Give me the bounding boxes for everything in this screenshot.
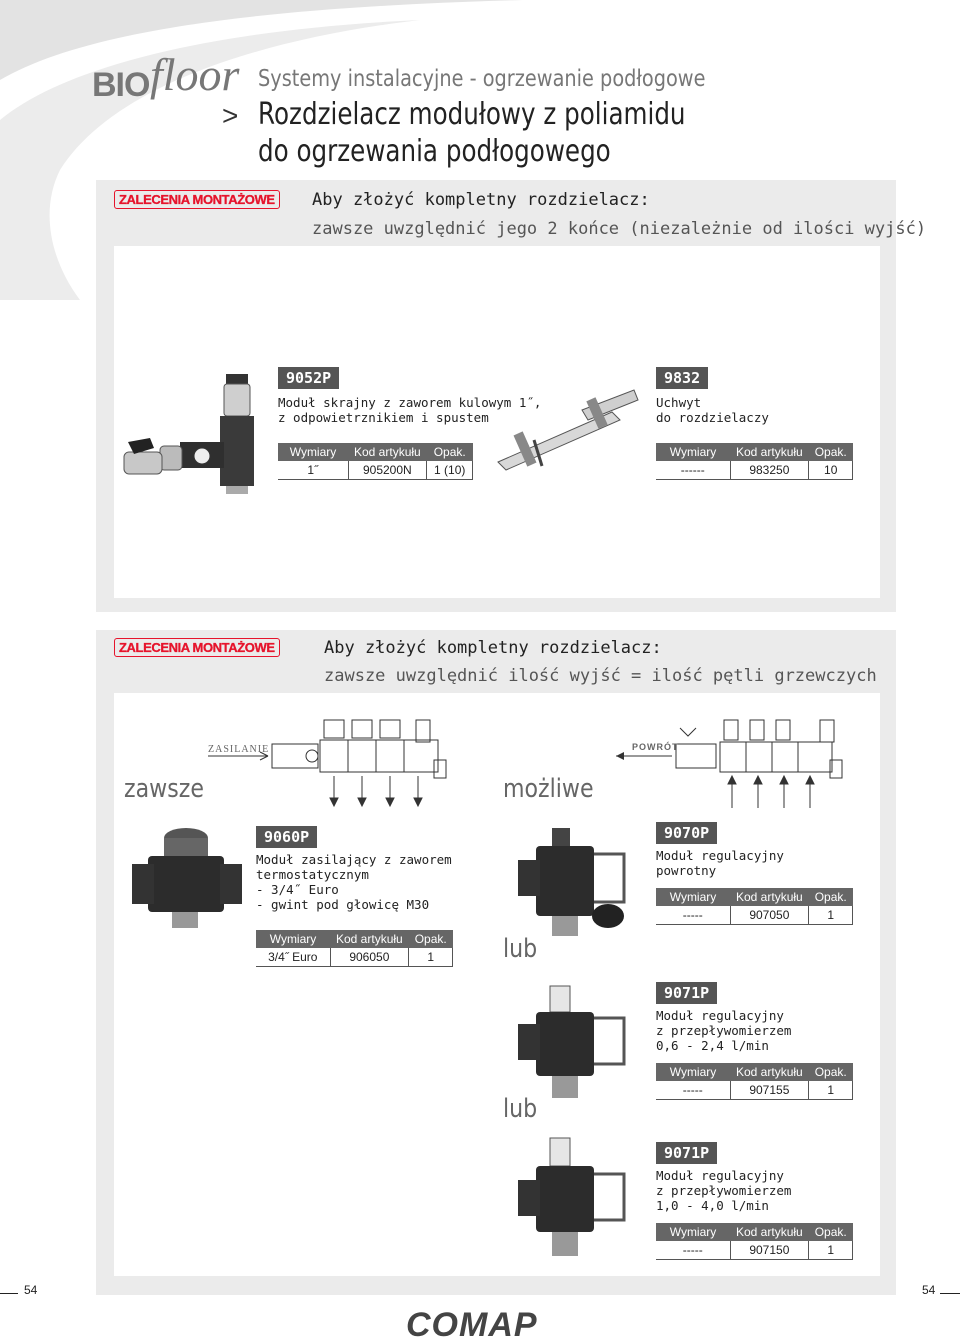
table-row <box>256 948 453 967</box>
product-desc: Moduł zasilający z zaworem <box>256 852 452 867</box>
col-header-dim: Wymiary <box>656 888 730 906</box>
table-row <box>656 461 853 480</box>
product-9071P-b <box>656 1142 853 1260</box>
col-header-dim: Wymiary <box>278 443 348 461</box>
col-header-code: Kod artykułu <box>730 1223 809 1241</box>
table-row <box>278 461 473 480</box>
cell-dim: ----- <box>656 906 730 925</box>
product-code-9832: 9832 <box>656 367 708 389</box>
col-header-code: Kod artykułu <box>730 443 809 461</box>
product-desc: 0,6 - 2,4 l/min <box>656 1038 769 1053</box>
page-title-line2: do ogrzewania podłogowego <box>258 134 611 169</box>
spec-table-9052P <box>278 443 473 480</box>
label-powrot: POWRÓT <box>632 742 679 752</box>
logo-floor: floor <box>150 49 240 100</box>
cell-code: 983250 <box>730 461 809 480</box>
col-header-dim: Wymiary <box>656 1223 730 1241</box>
product-desc: z odpowietrznikiem i spustem <box>278 410 489 425</box>
module-9052P-image <box>120 368 270 498</box>
page-number-left-rule <box>0 1293 18 1294</box>
product-desc: Moduł regulacyjny <box>656 1168 784 1183</box>
module-9071P-flow-image <box>512 984 634 1104</box>
product-desc: Moduł regulacyjny <box>656 1008 784 1023</box>
product-code-9052P: 9052P <box>278 367 339 389</box>
col-header-pack: Opak. <box>809 443 853 461</box>
table-row <box>656 1241 853 1260</box>
product-code-9070P: 9070P <box>656 822 717 844</box>
product-desc: Uchwyt <box>656 395 702 410</box>
header-subtitle: Systemy instalacyjne - ogrzewanie podłogowe <box>258 66 706 92</box>
header-arrow: > <box>222 100 239 131</box>
product-desc: z przepływomierzem <box>656 1183 792 1198</box>
table-row <box>656 906 853 925</box>
cell-pack: 1 <box>409 948 453 967</box>
bracket-9832-image <box>492 370 642 482</box>
col-header-code: Kod artykułu <box>730 1063 809 1081</box>
cell-dim: ----- <box>656 1081 730 1100</box>
product-desc: do rozdzielaczy <box>656 410 769 425</box>
spec-table-9071P-a <box>656 1063 853 1100</box>
comap-logo: COMAP <box>406 1306 538 1341</box>
product-desc: - 3/4˝ Euro <box>256 882 339 897</box>
cell-code: 905200N <box>348 461 427 480</box>
col-header-code: Kod artykułu <box>730 888 809 906</box>
cell-pack: 1 (10) <box>427 461 473 480</box>
cell-code: 906050 <box>330 948 409 967</box>
word-lub-1: lub <box>503 934 538 964</box>
product-desc: - gwint pod głowicę M30 <box>256 897 430 912</box>
cell-code: 907155 <box>730 1081 809 1100</box>
product-desc: Moduł skrajny z zaworem kulowym 1˝, <box>278 395 542 410</box>
product-9071P-a <box>656 982 853 1100</box>
product-code-9071P: 9071P <box>656 1142 717 1164</box>
table-row <box>656 1081 853 1100</box>
page-number-right-rule <box>940 1293 960 1294</box>
section1-line1: Aby złożyć kompletny rozdzielacz: <box>312 190 650 210</box>
product-desc: Moduł regulacyjny <box>656 848 784 863</box>
product-9832 <box>656 367 853 480</box>
cell-pack: 1 <box>809 906 853 925</box>
logo-bio: BIO <box>92 66 150 104</box>
product-code-9060P: 9060P <box>256 826 317 848</box>
cell-code: 907050 <box>730 906 809 925</box>
col-header-dim: Wymiary <box>656 443 730 461</box>
manifold-return-diagram <box>616 714 856 814</box>
product-9070P <box>656 822 853 925</box>
manifold-supply-diagram <box>208 714 458 814</box>
section2-line1: Aby złożyć kompletny rozdzielacz: <box>324 638 662 658</box>
cell-pack: 1 <box>809 1241 853 1260</box>
product-desc: z przepływomierzem <box>656 1023 792 1038</box>
col-header-pack: Opak. <box>409 930 453 948</box>
spec-table-9060P <box>256 930 453 967</box>
spec-table-9070P <box>656 888 853 925</box>
col-header-pack: Opak. <box>427 443 473 461</box>
page-title-line1: Rozdzielacz modułowy z poliamidu <box>258 97 686 132</box>
product-desc: 1,0 - 4,0 l/min <box>656 1198 769 1213</box>
col-header-code: Kod artykułu <box>348 443 427 461</box>
cell-dim: 3/4˝ Euro <box>256 948 330 967</box>
module-9070P-image <box>512 824 634 944</box>
spec-table-9071P-b <box>656 1223 853 1260</box>
section2-line2: zawsze uwzględnić ilość wyjść = ilość pętli grzewczych <box>324 666 877 686</box>
cell-dim: ----- <box>656 1241 730 1260</box>
spec-table-9832 <box>656 443 853 480</box>
col-header-dim: Wymiary <box>256 930 330 948</box>
section2-badge: ZALECENIA MONTAŻOWE <box>114 638 280 657</box>
cell-pack: 1 <box>809 1081 853 1100</box>
product-code-9071P: 9071P <box>656 982 717 1004</box>
col-header-dim: Wymiary <box>656 1063 730 1081</box>
word-zawsze: zawsze <box>124 774 204 804</box>
product-9060P <box>256 826 453 967</box>
word-mozliwe: możliwe <box>503 774 594 804</box>
page-number-left: 54 <box>24 1283 38 1297</box>
product-desc: termostatycznym <box>256 867 369 882</box>
product-desc: powrotny <box>656 863 717 878</box>
label-zasilanie: ZASILANIE <box>208 744 270 755</box>
section1-line2: zawsze uwzględnić jego 2 końce (niezależnie od ilości wyjść) <box>312 219 927 239</box>
cell-dim: 1˝ <box>278 461 348 480</box>
word-lub-2: lub <box>503 1094 538 1124</box>
page-number-right: 54 <box>922 1283 936 1297</box>
module-9060P-image <box>128 826 246 932</box>
cell-pack: 10 <box>809 461 853 480</box>
col-header-pack: Opak. <box>809 1223 853 1241</box>
page-title <box>258 96 686 170</box>
col-header-code: Kod artykułu <box>330 930 409 948</box>
cell-dim: ------ <box>656 461 730 480</box>
module-9071P-flow-image-2 <box>512 1136 634 1266</box>
col-header-pack: Opak. <box>809 888 853 906</box>
col-header-pack: Opak. <box>809 1063 853 1081</box>
section1-badge: ZALECENIA MONTAŻOWE <box>114 190 280 209</box>
cell-code: 907150 <box>730 1241 809 1260</box>
